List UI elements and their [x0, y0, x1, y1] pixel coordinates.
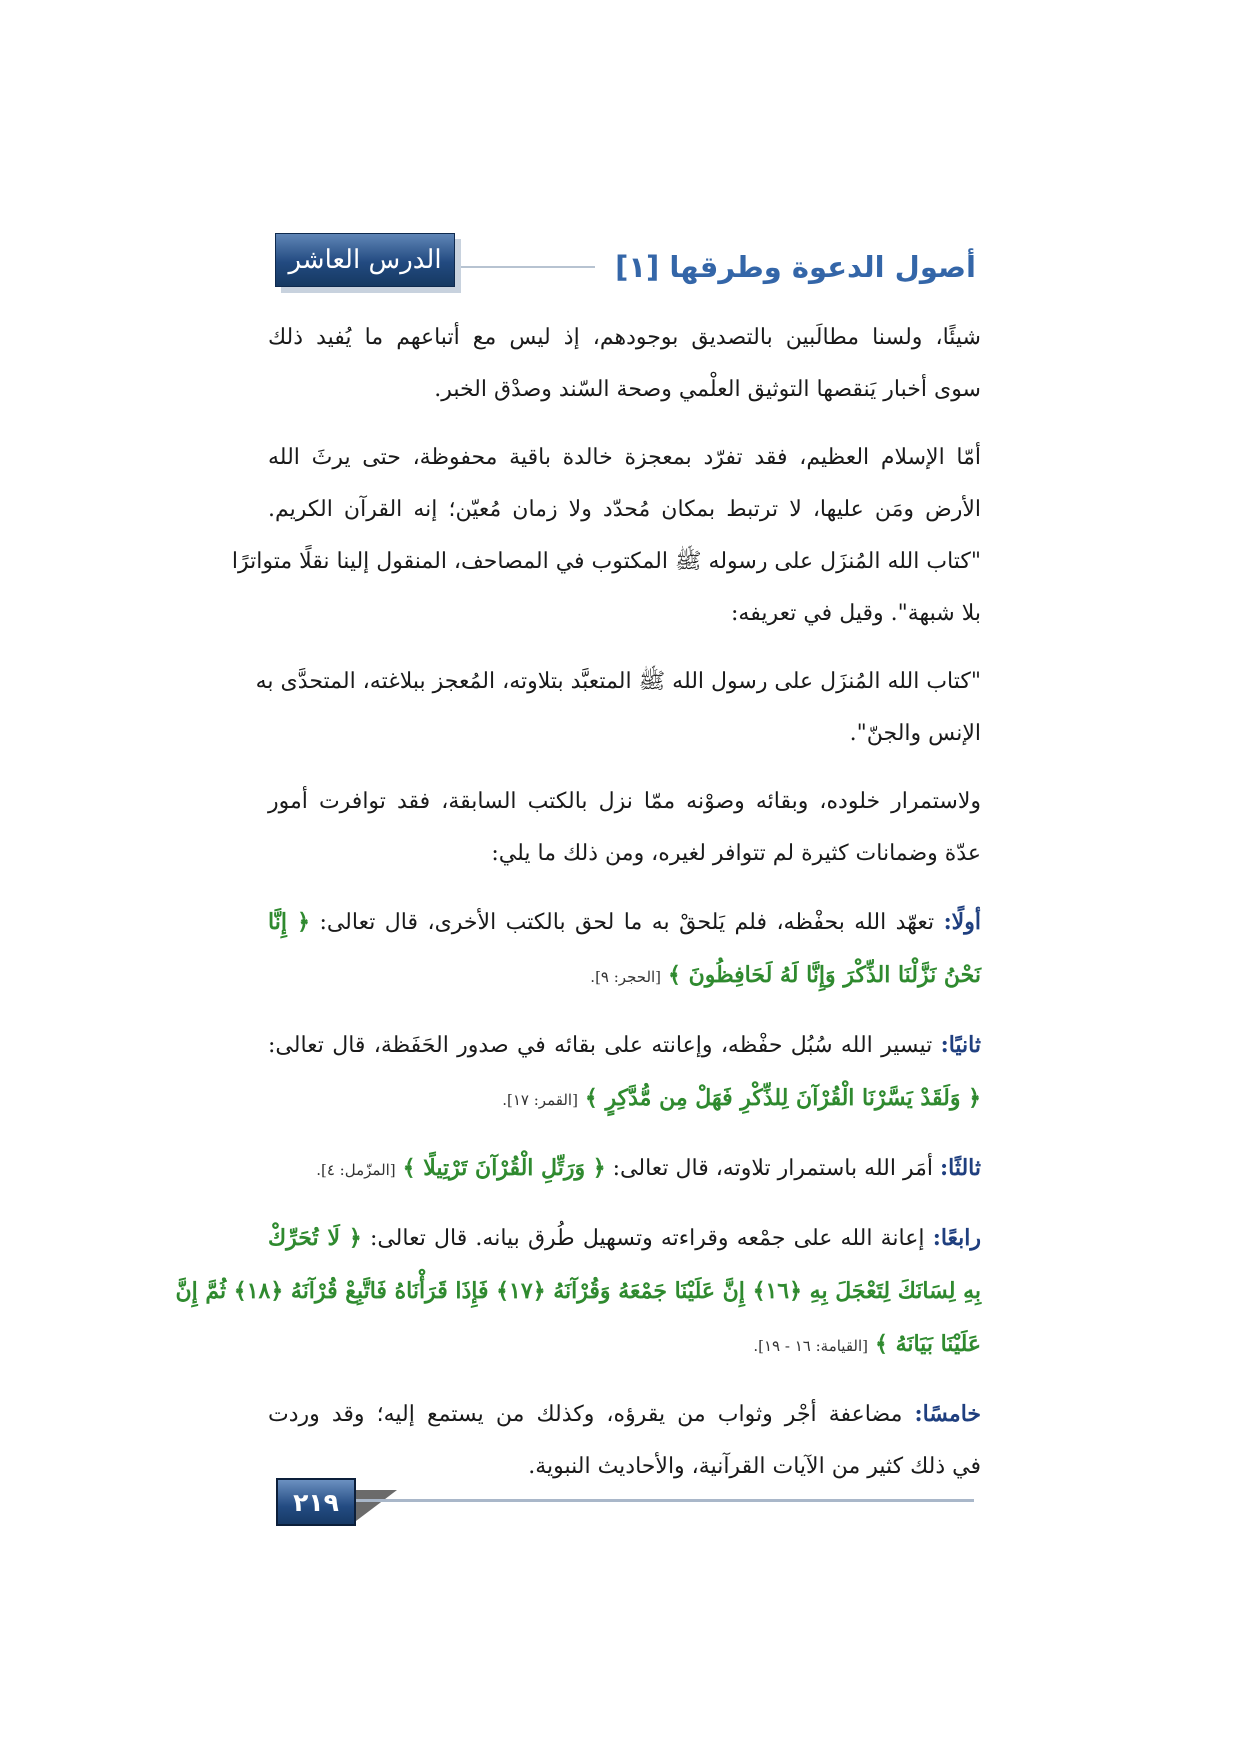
item-label: ثالثًا: [940, 1155, 981, 1181]
text-line: ولاستمرار خلوده، وبقائه وصوْنه ممّا نزل بالكتب السابقة، فقد توافرت أمور [268, 789, 981, 814]
verse-reference: [القيامة: ١٦ - ١٩]. [753, 1337, 869, 1355]
paragraph-1 [268, 312, 981, 416]
item-text: إعانة الله على جمْعه وقراءته وتسهيل طُرق بيانه. قال تعالى: [369, 1226, 925, 1251]
list-item-2 [268, 1019, 981, 1126]
list-item-1 [268, 896, 981, 1003]
text-line: أمّا الإسلام العظيم، فقد تفرّد بمعجزة خالدة باقية محفوظة، حتى يرثَ الله [268, 445, 981, 470]
page-body [175, 312, 981, 1509]
page-header-title: أصول الدعوة وطرقها [١] [615, 250, 976, 284]
header-divider [450, 266, 595, 268]
text-line: "كتاب الله المُنزَل على رسول الله ﷺ المتعبَّد بتلاوته، المُعجز ببلاغته، المتحدَّى به [255, 669, 981, 694]
item-label: ثانيًا: [940, 1032, 981, 1058]
text-line: الأرض ومَن عليها، لا ترتبط بمكان مُحدّد ولا زمان مُعيّن؛ إنه القرآن الكريم. [268, 497, 981, 522]
text-line: "كتاب الله المُنزَل على رسوله ﷺ المكتوب في المصاحف، المنقول إلينا نقلًا متواترًا [231, 549, 981, 574]
verse-reference: [المزّمل: ٤]. [316, 1161, 396, 1179]
item-text: مضاعفة أجْر وثواب من يقرؤه، وكذلك من يستمع إليه؛ وقد وردت [268, 1402, 903, 1427]
verse-reference: [القمر: ١٧]. [502, 1091, 578, 1109]
quran-verse: ﴿ إِنَّا [268, 909, 310, 935]
text-line: عدّة وضمانات كثيرة لم تتوافر لغيره، ومن ذلك ما يلي: [491, 841, 981, 866]
text-line: في ذلك كثير من الآيات القرآنية، والأحاديث النبوية. [528, 1454, 981, 1479]
verse-reference: [الحجر: ٩]. [590, 968, 662, 986]
quran-verse: عَلَيْنَا بَيَانَهُ ﴾ [875, 1331, 981, 1357]
lesson-badge [275, 233, 455, 287]
list-item-4 [175, 1212, 981, 1372]
text-line: شيئًا، ولسنا مطالَبين بالتصديق بوجودهم، إذ ليس مع أتباعهم ما يُفيد ذلك [268, 325, 981, 350]
item-text: تعهّد الله بحفْظه، فلم يَلحقْ به ما لحق بالكتب الأخرى، قال تعالى: [319, 910, 935, 935]
text-line: سوى أخبار يَنقصها التوثيق العلْمي وصحة السّند وصدْق الخبر. [434, 377, 981, 402]
text-line: الإنس والجنّ". [849, 721, 981, 746]
footer-divider [356, 1499, 974, 1502]
quran-verse: ﴿ وَلَقَدْ يَسَّرْنَا الْقُرْآنَ لِلذِّكْرِ فَهَلْ مِن مُّدَّكِرٍ ﴾ [584, 1085, 981, 1111]
list-item-3 [268, 1142, 981, 1196]
quran-verse: بِهِ لِسَانَكَ لِتَعْجَلَ بِهِ ﴿١٦﴾ إِنَّ عَلَيْنَا جَمْعَهُ وَقُرْآنَهُ ﴿١٧﴾ فَإِذَا قَرَأْنَاهُ فَاتَّبِعْ قُرْآنَهُ ﴿١٨﴾ ثُمَّ إِنَّ [175, 1278, 981, 1304]
lesson-badge-label: الدرس العاشر [288, 245, 442, 275]
paragraph-2 [231, 432, 981, 640]
text-line: بلا شبهة". وقيل في تعريفه: [731, 601, 981, 626]
item-label: خامسًا: [914, 1401, 981, 1427]
item-label: رابعًا: [932, 1225, 981, 1251]
quran-verse: نَحْنُ نَزَّلْنَا الذِّكْرَ وَإِنَّا لَهُ لَحَافِظُونَ ﴾ [668, 962, 981, 988]
page-number: ٢١٩ [293, 1487, 339, 1517]
page-number-box [276, 1478, 356, 1526]
paragraph-3 [255, 656, 981, 760]
quran-verse: ﴿ وَرَتِّلِ الْقُرْآنَ تَرْتِيلًا ﴾ [402, 1155, 606, 1181]
list-item-5 [268, 1388, 981, 1493]
item-label: أولًا: [943, 909, 981, 935]
item-text: أمَر الله باستمرار تلاوته، قال تعالى: [612, 1156, 933, 1181]
item-text: تيسير الله سُبُل حفْظه، وإعانته على بقائه في صدور الحَفَظة، قال تعالى: [268, 1033, 933, 1058]
quran-verse: ﴿ لَا تُحَرِّكْ [268, 1225, 362, 1251]
paragraph-4 [268, 776, 981, 880]
